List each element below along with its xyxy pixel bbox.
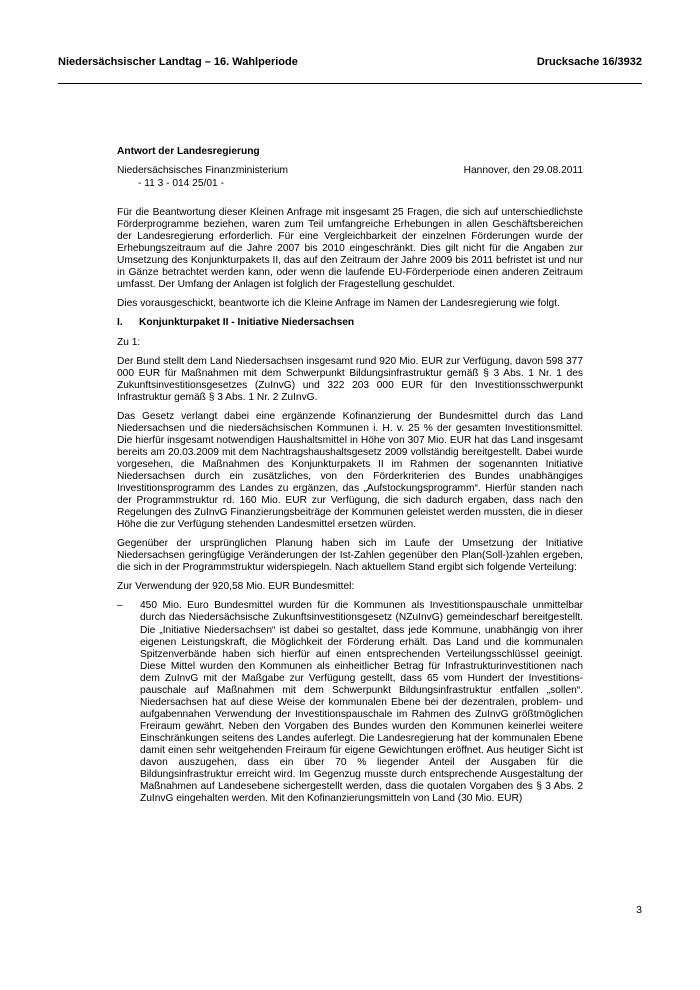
page-header (58, 56, 642, 72)
page-number: 3 (636, 904, 642, 916)
intro-paragraph: Für die Beantwortung dieser Kleinen Anfrage mit insgesamt 25 Fragen, die sich auf unterschiedlichste Förderprogramme beziehen, waren zum Teil umfangreiche Erhebungen in allen Geschäftsbereichen der Landesregierung erforderlich. Für eine Vergleichbarkeit der einzelnen Förderungen wurde der Erhebungszeitraum auf die Jahre 2007 bis 2010 eingeschränkt. Dies gilt nicht für die Angaben zur Umsetzung des Konjunkturpakets II, das auf den Zeitraum der Jahre 2009 bis 2011 befristet ist und nur in Gänze betrachtet werden kann, oder wenn die laufende EU-Förderperiode einen anderen Zeitraum umfasst. Der Umfang der Anlagen ist folglich der Fragestellung geschuldet. (117, 207, 583, 291)
place-date: Hannover, den 29.08.2011 (463, 165, 583, 177)
reference-number: - 11 3 - 014 25/01 - (138, 178, 224, 190)
bullet-item (117, 600, 583, 805)
bullet-text: 450 Mio. Euro Bundesmittel wurden für die Kommunen als Investitionspauschale unmittelbar durch das Niedersächsische Zukunftsinvestitionsgesetz (NZuInvG) gemeindescharf bereitgestellt. Die „Initiative Niedersachsen“ ist dabei so gestaltet, dass jede Kommune, unabhängig von ihrer eigenen Leistungskraft, die Möglichkeit der Förderung erhält. Das Land und die kommunalen Spitzenverbände haben sich hierfür auf einen entsprechenden Verteilungsschlüssel geeinigt. Diese Mittel wurden den Kommunen als einheitlicher Betrag für Infrastrukturinvestitionen nach dem ZuInvG mit der Maßgabe zur Verfügung gestellt, dass 65 vom Hundert der Investitions-pauschale auf Maßnahmen mit dem Schwerpunkt Bildungsinfrastruktur entfallen „sollen“. Niedersachsen hat auf diese Weise der kommunalen Ebene bei der dezentralen, problem- und aufgabennahen Verwendung der Investitionspauschale im Rahmen des ZuInvG größtmöglichen Freiraum gewährt. Neben den Vorgaben des Bundes wurden den Kommunen keinerlei weitere Einschränkungen seitens des Landes auferlegt. Die Landesregierung hat der kommunalen Ebene damit einen sehr weitgehenden Freiraum für eigene Gewichtungen eröffnet. Aus heutiger Sicht ist davon auszugehen, dass ein über 70 % liegender Anteil der Ausgaben für die Bildungsinfrastruktur erreicht wird. Im Gegenzug musste durch entsprechende Ausgestaltung der Maßnahmen auf Landesebene sichergestellt werden, dass die quotalen Vorgaben des § 3 Abs. 2 ZuInvG eingehalten werden. Mit den Kofinanzierungsmitteln von Land (30 Mio. EUR) (140, 600, 583, 805)
document-body (117, 146, 583, 805)
section-heading (117, 317, 583, 329)
body-paragraph: Das Gesetz verlangt dabei eine ergänzende Kofinanzierung der Bundesmittel durch das Land Niedersachsen und die niedersächsischen Kommunen i. H. v. 25 % der gesamten Investitionsmittel. Die hierfür insgesamt notwendigen Haushaltsmittel in Höhe von 307 Mio. EUR hat das Land insgesamt bereits am 20.03.2009 mit dem Nachtragshaushaltsgesetz 2009 vollständig bereitgestellt. Dabei wurde vorgesehen, die Maßnahmen des Konjunkturpakets II im Rahmen der sogenannten Initiative Niedersachsen durch ein zusätzliches, von den Förderkriterien des Bundes unabhängiges Investitionsprogramm des Landes zu ergänzen, das „Aufstockungsprogramm“. Hierfür standen nach der Programmstruktur rd. 160 Mio. EUR zur Verfügung, die sich dadurch ergaben, dass nach den Regelungen des ZuInvG Finanzierungsbeiträge der Kommunen geleistet werden mussten, die in dieser Höhe die zur Verfügung stehenden Landesmittel ersetzen würden. (117, 410, 583, 531)
question-label: Zu 1: (117, 336, 141, 348)
section-number: I. (117, 317, 123, 329)
section-title: Konjunkturpaket II - Initiative Niedersachsen (139, 317, 355, 329)
body-paragraph: Der Bund stellt dem Land Niedersachsen insgesamt rund 920 Mio. EUR zur Verfügung, davon 598 377 000 EUR für Maßnahmen mit dem Schwerpunkt Bildungsinfrastruktur gemäß § 3 Abs. 1 Nr. 1 des Zukunftsinvestitionsgesetzes (ZuInvG) und 322 203 000 EUR für den Investitionsschwerpunkt Infrastruktur gemäß § 3 Abs. 1 Nr. 2 ZuInvG. (117, 355, 583, 403)
document-title: Antwort der Landesregierung (117, 146, 260, 157)
header-document-number: Drucksache 16/3932 (536, 56, 642, 68)
ministry-row (117, 165, 583, 178)
body-paragraph: Zur Verwendung der 920,58 Mio. EUR Bundesmittel: (117, 581, 355, 593)
intro-paragraph: Dies vorausgeschickt, beantworte ich die Kleine Anfrage im Namen der Landesregierung wie folgt. (117, 298, 560, 310)
header-rule (58, 83, 642, 84)
ministry-name: Niedersächsisches Finanzministerium (117, 165, 288, 177)
body-paragraph: Gegenüber der ursprünglichen Planung haben sich im Laufe der Umsetzung der Initiative Niedersachsen geringfügige Veränderungen der Ist-Zahlen gegenüber den Plan(Soll-)zahlen ergeben, die sich in der Programmstruktur widerspiegeln. Nach aktuellem Stand ergibt sich folgende Verteilung: (117, 538, 583, 574)
bullet-dash: – (117, 600, 123, 612)
header-parliament: Niedersächsischer Landtag – 16. Wahlperiode (58, 56, 298, 68)
